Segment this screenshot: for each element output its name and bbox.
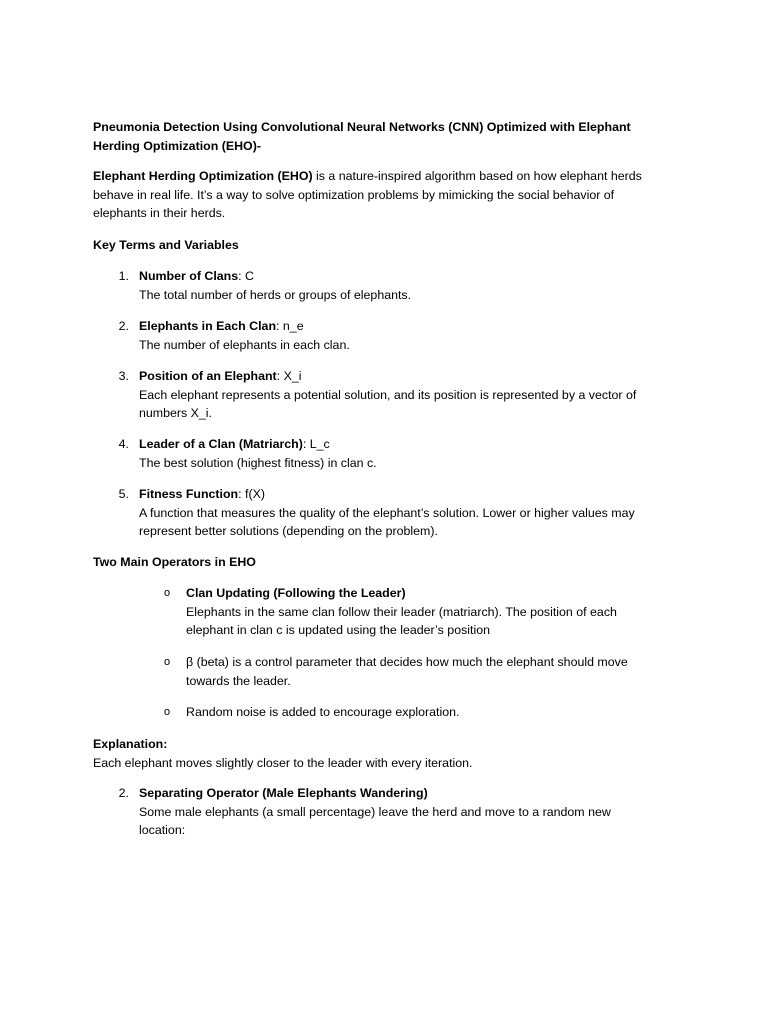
term-label: Leader of a Clan (Matriarch) <box>139 437 303 451</box>
intro-text-3: elephants in their herds. <box>93 206 226 221</box>
operators-heading: Two Main Operators in EHO <box>93 555 256 569</box>
operator-title: Clan Updating (Following the Leader) <box>186 586 406 600</box>
bullet-icon: o <box>163 656 171 668</box>
list-number: 4. <box>118 437 129 451</box>
term-variable: : X_i <box>276 369 302 383</box>
term-description: The best solution (highest fitness) in clan c. <box>139 455 377 470</box>
term-description: A function that measures the quality of the elephant’s solution. Lower or higher values may <box>139 505 635 520</box>
term-description: Each elephant represents a potential solution, and its position is represented by a vector of <box>139 387 637 402</box>
explanation-text: Each elephant moves slightly closer to the leader with every iteration. <box>93 755 473 770</box>
term-description: numbers X_i. <box>139 406 213 421</box>
operator-text: elephant in clan c is updated using the leader’s position <box>186 623 491 638</box>
explanation <box>93 735 693 772</box>
term-variable: : C <box>238 269 254 283</box>
operator-text: towards the leader. <box>186 673 291 688</box>
intro-text-1: is a nature-inspired algorithm based on how elephant herds <box>312 169 642 183</box>
intro-paragraph <box>93 167 693 223</box>
operator-text: Random noise is added to encourage exploration. <box>186 705 460 719</box>
explanation-heading: Explanation: <box>93 737 168 751</box>
separating-title: Separating Operator (Male Elephants Wandering) <box>139 786 428 800</box>
title-line-2: Herding Optimization (EHO)- <box>93 138 261 153</box>
intro-text-2: behave in real life. It’s a way to solve optimization problems by mimicking the social behavior of <box>93 187 615 202</box>
term-variable: : L_c <box>302 437 330 451</box>
document-title <box>93 118 693 155</box>
key-terms-heading: Key Terms and Variables <box>93 238 239 252</box>
list-number: 3. <box>118 369 129 383</box>
list-number: 1. <box>118 269 129 283</box>
intro-term: Elephant Herding Optimization (EHO) <box>93 169 313 183</box>
term-label: Elephants in Each Clan <box>139 319 277 333</box>
bullet-icon: o <box>163 587 171 599</box>
operator-text: Elephants in the same clan follow their leader (matriarch). The position of each <box>186 604 617 619</box>
operator-text: β (beta) is a control parameter that decides how much the elephant should move <box>186 655 628 669</box>
term-label: Number of Clans <box>139 269 239 283</box>
term-variable: : n_e <box>276 319 304 333</box>
term-label: Position of an Elephant <box>139 369 277 383</box>
term-label: Fitness Function <box>139 487 239 501</box>
term-description: represent better solutions (depending on the problem). <box>139 524 438 539</box>
separating-text: location: <box>139 823 186 838</box>
title-line-1: Pneumonia Detection Using Convolutional Neural Networks (CNN) Optimized with Elephant <box>93 120 631 134</box>
list-number: 2. <box>118 319 129 333</box>
term-description: The number of elephants in each clan. <box>139 337 350 352</box>
bullet-icon: o <box>163 706 171 718</box>
separating-text: Some male elephants (a small percentage) leave the herd and move to a random new <box>139 804 611 819</box>
term-variable: : f(X) <box>238 487 265 501</box>
list-number: 2. <box>118 786 129 800</box>
term-description: The total number of herds or groups of elephants. <box>139 287 412 302</box>
list-number: 5. <box>118 487 129 501</box>
